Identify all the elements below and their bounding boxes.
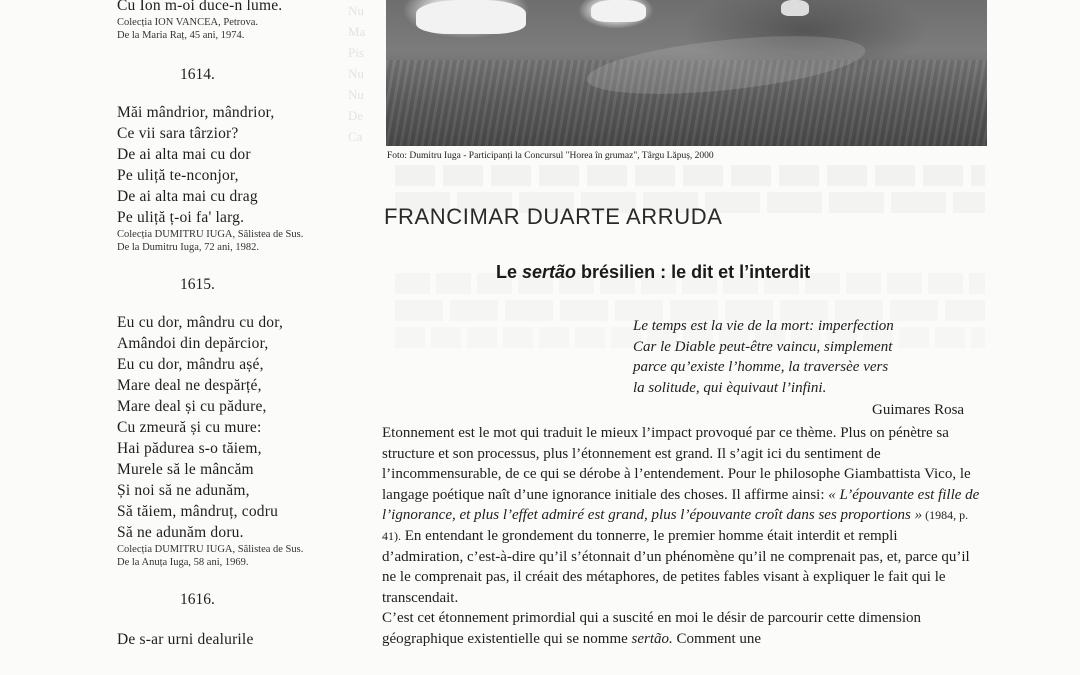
epigraph-line: Car le Diable peut-être vaincu, simplement bbox=[633, 338, 893, 355]
paragraph-text: Etonnement est le mot qui traduit le mieux l’impact provoqué par ce thème. Plus on pénètre sa structure et son processus, plus l’étonnement est grand. Il s’agit ici du sentiment de l’incommensurable, de ce qui se dérobe à l’entendement. Pour le philosophe Giambattista Vico, le langage poétique naît d’une ignorance initiale des choses. Il affirme ainsi: bbox=[382, 425, 971, 503]
poem-attribution: Colecția ION VANCEA, Petrova. bbox=[117, 17, 259, 28]
epigraph bbox=[633, 316, 894, 398]
poem-line: Să tăiem, mândruț, codru bbox=[117, 503, 279, 520]
photo-figure bbox=[591, 0, 646, 22]
bleed-through-left: Nu Ma Pis Nu Nu De Ca bbox=[348, 3, 366, 144]
poem-column bbox=[117, 0, 367, 650]
sertao-term: sertão. bbox=[631, 630, 673, 647]
poem-line: De s-ar urni dealurile bbox=[117, 631, 254, 648]
article-author: FRANCIMAR DUARTE ARRUDA bbox=[384, 204, 723, 229]
poem-line: Mare deal și cu pădure, bbox=[117, 398, 267, 415]
poem-line: Măi mândrior, mândrior, bbox=[117, 104, 275, 121]
poem-line: Amândoi din depărcior, bbox=[117, 335, 269, 352]
paragraph bbox=[382, 423, 982, 608]
poem-1616 bbox=[117, 629, 367, 650]
poem-line: Murele să le mâncăm bbox=[117, 461, 254, 478]
poem-attribution: De la Anuța Iuga, 58 ani, 1969. bbox=[117, 557, 249, 568]
poem-attribution: De la Maria Raț, 45 ani, 1974. bbox=[117, 30, 245, 41]
paragraph bbox=[382, 608, 982, 649]
poem-attribution: De la Dumitru Iuga, 72 ani, 1982. bbox=[117, 242, 260, 253]
paragraph-text: Comment une bbox=[672, 630, 762, 647]
photo-caption: Foto: Dumitru Iuga - Participanți la Concursul "Horea în grumaz", Târgu Lăpuș, 2000 bbox=[387, 151, 714, 161]
poem-line: Cu Ion m-oi duce-n lume. bbox=[117, 0, 283, 14]
photo-figure bbox=[416, 0, 526, 34]
poem-line: Eu cu dor, mândru cu dor, bbox=[117, 314, 284, 331]
article-title bbox=[496, 262, 810, 283]
poem-line: Hai pădurea s-o tăiem, bbox=[117, 440, 262, 457]
epigraph-line: parce qu’existe l’homme, la traversèe vers bbox=[633, 359, 889, 375]
poem-line: Pe uliță te-nconjor, bbox=[117, 167, 239, 184]
poem-line: Ce vii sara târzior? bbox=[117, 125, 239, 142]
poem-number: 1616. bbox=[180, 591, 215, 608]
epigraph-line: la solitude, qui èquivaut l’infini. bbox=[633, 379, 827, 396]
poem-line: Și noi să ne adunăm, bbox=[117, 482, 250, 499]
title-prefix: Le bbox=[496, 262, 523, 282]
poem-attribution: Colecția DUMITRU IUGA, Sălistea de Sus. bbox=[117, 229, 304, 240]
citation: (1984, p. 41). bbox=[382, 508, 969, 543]
poem-line: Mare deal ne despărțé, bbox=[117, 377, 262, 394]
poem-line: Cu zmeură și cu mure: bbox=[117, 419, 262, 436]
title-emphasis: sertão bbox=[522, 262, 577, 282]
vico-quote: « L’épouvante est fille de l’ignorance, et plus l’effet admiré est grand, plus l’épouvante croît dans ses proportions » bbox=[382, 486, 980, 524]
poem-1614 bbox=[117, 102, 367, 254]
poem-1615 bbox=[117, 312, 367, 569]
poem-line: De ai alta mai cu drag bbox=[117, 188, 258, 205]
poem-number: 1615. bbox=[180, 276, 215, 293]
contest-photo bbox=[386, 0, 987, 146]
paragraph-text: C’est cet étonnement primordial qui a suscité en moi le désir de parcourir cette dimension géographique existentielle qui se nomme bbox=[382, 610, 921, 647]
poem-attribution: Colecția DUMITRU IUGA, Sălistea de Sus. bbox=[117, 544, 304, 555]
poem-line: Să ne adunăm doru. bbox=[117, 524, 244, 541]
epigraph-line: Le temps est la vie de la mort: imperfection bbox=[633, 318, 894, 334]
title-suffix: brésilien : le dit et l’interdit bbox=[576, 262, 811, 282]
epigraph-author: Guimares Rosa bbox=[872, 402, 965, 418]
photo-figure bbox=[781, 0, 809, 16]
paragraph-text: En entendant le grondement du tonnerre, le premier homme était interdit et rempli d’admiration, c’est-à-dire qu’il s’étonnait d’un phénomène qu’il ne comprenait pas, et, parce qu’il ne le comprenait pas, il créait des métaphores, de petites fables visant à expliquer le fait qui le transcendait. bbox=[382, 527, 970, 606]
poem-number: 1614. bbox=[180, 66, 215, 83]
article-body bbox=[382, 423, 982, 650]
poem-line: De ai alta mai cu dor bbox=[117, 146, 251, 163]
poem-line: Eu cu dor, mândru așé, bbox=[117, 356, 264, 373]
poem-line: Pe uliță ț-oi fa' larg. bbox=[117, 209, 245, 226]
